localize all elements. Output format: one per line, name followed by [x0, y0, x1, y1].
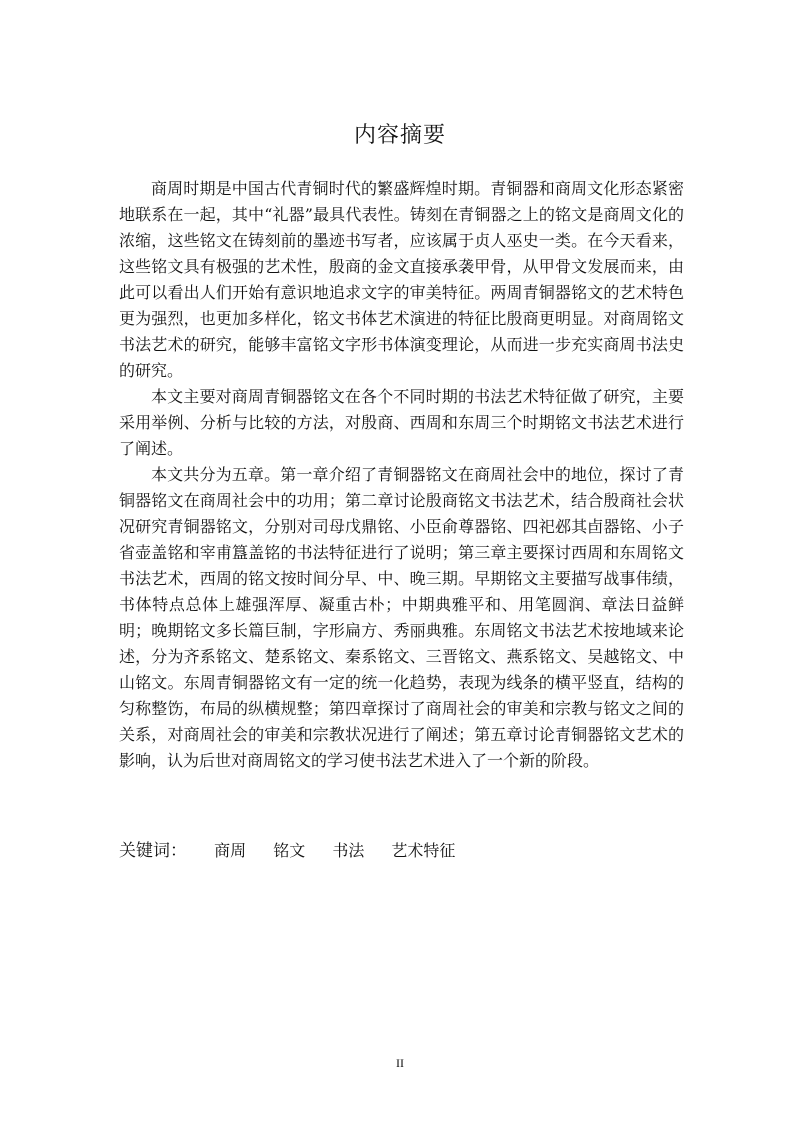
keywords-line [119, 838, 684, 864]
keyword-item: 艺术特征 [391, 841, 456, 860]
abstract-paragraph-1: 商周时期是中国古代青铜时代的繁盛辉煌时期。青铜器和商周文化形态紧密地联系在一起，其中“礼器”最具代表性。铸刻在青铜器之上的铭文是商周文化的浓缩，这些铭文在铸刻前的墨迹书写者，应该属于贞人巫史一类。在今天看来，这些铭文具有极强的艺术性，殷商的金文直接承袭甲骨，从甲骨文发展而来，由此可以看出人们开始有意识地追求文字的审美特征。两周青铜器铭文的艺术特色更为强烈，也更加多样化，铭文书体艺术演进的特征比殷商更明显。对商周铭文书法艺术的研究，能够丰富铭文字形书体演变理论，从而进一步充实商周书法史的研究。 [119, 179, 684, 380]
abstract-title: 内容摘要 [353, 123, 446, 148]
keyword-item: 书法 [332, 841, 365, 860]
abstract-paragraph-3: 本文共分为五章。第一章介绍了青铜器铭文在商周社会中的地位，探讨了青铜器铭文在商周社会中的功用；第二章讨论殷商铭文书法艺术，结合殷商社会状况研究青铜器铭文，分别对司母戊鼎铭、小臣俞尊器铭、四祀邲其卣器铭、小子省壶盖铭和宰甫簋盖铭的书法特征进行了说明；第三章主要探讨西周和东周铭文书法艺术，西周的铭文按时间分早、中、晚三期。早期铭文主要描写战事伟绩，书体特点总体上雄强浑厚、凝重古朴；中期典雅平和、用笔圆润、章法日益鲜明；晚期铭文多长篇巨制，字形扁方、秀丽典雅。东周铭文书法艺术按地域来论述，分为齐系铭文、楚系铭文、秦系铭文、三晋铭文、燕系铭文、吴越铭文、中山铭文。东周青铜器铭文有一定的统一化趋势，表现为线条的横平竖直，结构的匀称整饬，布局的纵横规整；第四章探讨了商周社会的审美和宗教与铭文之间的关系，对商周社会的审美和宗教状况进行了阐述；第五章讨论青铜器铭文艺术的影响，认为后世对商周铭文的学习使书法艺术进入了一个新的阶段。 [119, 465, 684, 770]
abstract-paragraph-2: 本文主要对商周青铜器铭文在各个不同时期的书法艺术特征做了研究，主要采用举例、分析与比较的方法，对殷商、西周和东周三个时期铭文书法艺术进行了阐述。 [119, 387, 684, 458]
keywords-label: 关键词： [119, 841, 187, 861]
keyword-item: 商周 [214, 841, 247, 860]
abstract-body [119, 176, 684, 774]
page-number: II [396, 1056, 404, 1070]
keyword-item: 铭文 [273, 841, 306, 860]
